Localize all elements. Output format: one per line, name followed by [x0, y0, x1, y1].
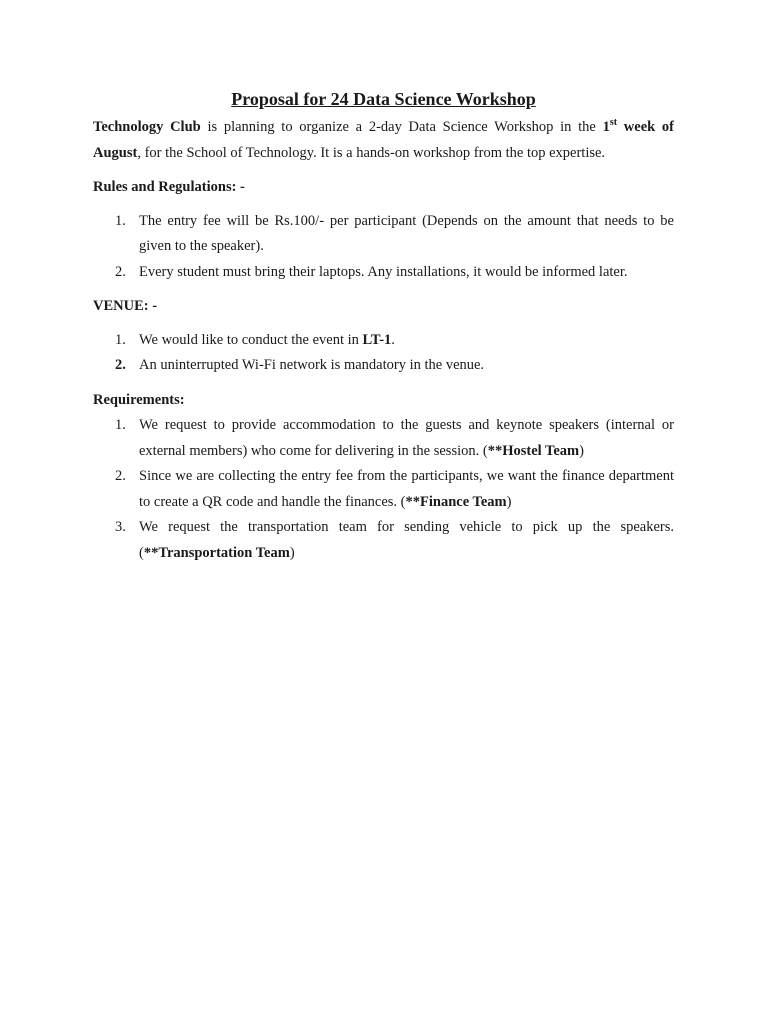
venue-room: LT-1	[362, 331, 392, 348]
list-item-number: 2.	[115, 468, 126, 484]
list-item	[93, 353, 674, 379]
intro-text-1: is planning to organize a 2-day Data Science Workshop in the	[200, 119, 603, 135]
list-item-number: 2.	[115, 357, 126, 373]
week-number: 1	[602, 119, 610, 135]
list-item-text: We request the transportation team for sending vehicle to pick up the speakers. (	[139, 519, 674, 561]
list-item	[93, 413, 674, 464]
list-item-text: An uninterrupted Wi-Fi network is mandatory in the venue.	[139, 357, 485, 373]
list-item-tail: )	[506, 493, 512, 510]
team-name: **Hostel Team	[487, 442, 580, 459]
list-item	[93, 515, 674, 566]
rules-heading: Rules and Regulations: -	[93, 179, 245, 195]
list-item	[93, 328, 674, 354]
list-item-tail: )	[289, 544, 295, 561]
list-item	[93, 260, 674, 286]
venue-heading: VENUE: -	[93, 298, 158, 314]
list-item-text: The entry fee will be Rs.100/- per participant (Depends on the amount that needs to be given to the speaker).	[139, 212, 674, 254]
requirements-heading: Requirements:	[93, 391, 185, 408]
document-title: Proposal for 24 Data Science Workshop	[231, 89, 536, 109]
team-name: **Finance Team	[405, 493, 507, 510]
team-name: **Transportation Team	[143, 544, 290, 561]
list-item-text: Since we are collecting the entry fee from the participants, we want the finance department to create a QR code and handle the finances. (	[139, 468, 674, 510]
intro-text-2: , for the School of Technology. It is a hands-on workshop from the top expertise.	[137, 144, 606, 161]
list-item-text: Every student must bring their laptops. Any installations, it would be informed later.	[139, 263, 628, 280]
rules-list	[93, 209, 674, 286]
list-item	[93, 464, 674, 515]
list-item	[93, 209, 674, 260]
list-item-number: 3.	[115, 519, 126, 535]
club-name: Technology Club	[93, 119, 201, 135]
document-body	[93, 86, 674, 566]
list-item-number: 1.	[115, 331, 126, 348]
list-item-number: 2.	[115, 263, 126, 280]
requirements-list	[93, 413, 674, 566]
list-item-number: 1.	[115, 417, 126, 433]
week-ordinal-suffix: st	[609, 117, 618, 128]
list-item-number: 1.	[115, 212, 126, 229]
week-of-month: week of August	[93, 119, 674, 161]
venue-list	[93, 328, 674, 379]
intro-paragraph	[93, 115, 674, 166]
list-item-text: We would like to conduct the event in	[139, 331, 363, 348]
list-item-tail: )	[579, 442, 584, 459]
list-item-text: We request to provide accommodation to the guests and keynote speakers (internal or external members) who come for delivering in the session. (	[139, 417, 674, 459]
list-item-tail: .	[391, 331, 395, 348]
